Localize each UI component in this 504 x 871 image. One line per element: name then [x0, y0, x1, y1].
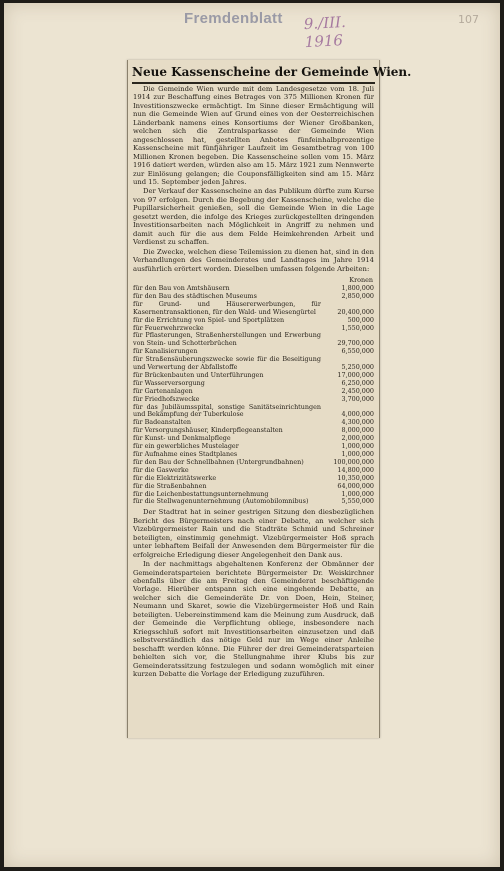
table-row-amount: 2,450,000 — [341, 386, 374, 395]
article-paragraph: Die Zwecke, welchen diese Teilemission zu dienen hat, sind in den Verhandlungen des Gemeinderates und Landtages im Jahre 1914 ausführlich erörtert worden. Dieselben umfassen folgende Arbeiten: — [133, 247, 374, 273]
table-row-amount: 1,000,000 — [341, 442, 374, 451]
paragraphs-before-table — [133, 85, 374, 273]
table-row-label: für Pflasterungen, Straßenherstellungen und Erwerbung von Stein- und Schotterbrüchen — [133, 331, 321, 348]
table-row-amount: 6,250,000 — [341, 378, 374, 387]
article-paragraph: Der Verkauf der Kassenscheine an das Publikum dürfte zum Kurse von 97 erfolgen. Durch die Begebung der Kassenscheine, welche die Pupillarsicherheit genießen, soll die Gemeinde Wien in die Lage gesetzt werden, die infolge des Krieges zurückgestellten dringenden Investitionsarbeiten nach Möglichkeit in Angriff zu nehmen und damit auch für die aus dem Felde Heimkehrenden Arbeit und Verdienst zu schaffen. — [133, 187, 374, 247]
table-row-amount: 29,700,000 — [337, 339, 374, 348]
table-row-amount: 1,800,000 — [341, 283, 374, 292]
table-row-label: für die Errichtung von Spiel- und Sportplätzen — [133, 315, 285, 324]
table-row-amount: 3,700,000 — [341, 394, 374, 403]
table-row-label: für den Bau der Schnellbahnen (Untergrundbahnen) — [133, 457, 304, 466]
article-headline: Neue Kassenscheine der Gemeinde Wien. — [132, 63, 375, 84]
table-row — [133, 498, 374, 506]
table-row-label: für Wasserversorgung — [133, 378, 205, 387]
table-row-label: für die Straßenbahnen — [133, 481, 207, 490]
table-row-label: für das Jubiläumsspital, sonstige Sanitätseinrichtungen und Bekämpfung der Tuberkulose — [133, 402, 321, 419]
article-body — [128, 85, 379, 678]
table-row-amount: 1,550,000 — [341, 323, 374, 332]
table-row-amount: 4,300,000 — [341, 418, 374, 427]
table-row-amount: 1,000,000 — [341, 450, 374, 458]
table-row-amount: 20,400,000 — [337, 307, 374, 316]
table-row-label: für den Bau von Amtshäusern — [133, 283, 230, 292]
table-row-amount: 2,000,000 — [341, 434, 374, 443]
table-row-amount: 6,550,000 — [341, 347, 374, 356]
table-row-amount: 1,000,000 — [341, 489, 374, 498]
table-row-label: für Gartenanlagen — [133, 386, 193, 395]
table-row-label: für Badeanstalten — [133, 418, 192, 427]
table-row-amount: 5,550,000 — [341, 497, 374, 506]
table-row-label: für Aufnahme eines Stadtplanes — [133, 450, 238, 458]
cost-table — [133, 275, 374, 506]
table-row-label: für Grund- und Häusererwerbungen, für Kasernentransaktionen, für den Wald- und Wiesengürtel — [133, 299, 321, 316]
table-header-kronen: Kronen — [349, 275, 373, 284]
table-row-label: für die Stellwagenunternehmung (Automobilomnibus) — [133, 497, 309, 506]
table-row-amount: 64,000,000 — [337, 481, 374, 490]
table-row-label: für die Elektrizitätswerke — [133, 473, 217, 482]
table-row-label: für Versorgungshäuser, Kinderpflegeanstalten — [133, 426, 283, 435]
table-row-label: für Brückenbauten und Unterführungen — [133, 370, 264, 379]
table-row — [133, 356, 374, 372]
table-row-amount: 500,000 — [347, 315, 374, 324]
table-row-amount: 2,850,000 — [341, 291, 374, 300]
table-row-label: für Feuerwehrzwecke — [133, 323, 204, 332]
table-row-label: für Straßensäuberungszwecke sowie für die Beseitigung und Verwertung der Abfallstoffe — [133, 355, 321, 372]
pencil-note: 107 — [458, 13, 479, 26]
table-row-label: für die Leichenbestattungsunternehmung — [133, 489, 269, 498]
masthead-stamp: Fremdenblatt — [184, 10, 283, 27]
handwritten-date: 9./III. 1916 — [303, 12, 347, 52]
table-row-amount: 100,000,000 — [333, 457, 374, 466]
table-row — [133, 332, 374, 348]
table-row-label: für ein gewerbliches Mustelager — [133, 442, 239, 451]
paragraphs-after-table — [133, 508, 374, 678]
article-paragraph: Die Gemeinde Wien wurde mit dem Landesgesetze vom 18. Juli 1914 zur Beschaffung eines Betrages von 375 Millionen Kronen für Investitionszwecke ermächtigt. Im Sinne dieser Ermächtigung will nun die Gemeinde Wien auf Grund eines von der Oesterreichischen Länderbank namens eines Konsortiums der Wiener Großbanken, welchen sich die Zentralsparkasse der Gemeinde Wien angeschlossen hat, gestellten Anbotes fünfeinhalbprozentige Kassenscheine mit fünfjähriger Laufzeit im Gesamtbetrag von 100 Millionen Kronen begeben. Die Kassenscheine sollen vom 15. März 1916 datiert werden, würden also am 15. März 1921 zum Nennwerte zur Einlösung gelangen; die Couponsfälligkeiten sind am 15. März und 15. September jeden Jahres. — [133, 85, 374, 186]
archive-sheet — [4, 3, 500, 867]
table-row-label: für Friedhofszwecke — [133, 394, 200, 403]
table-row-label: für den Bau des städtischen Museums — [133, 291, 257, 300]
table-row-label: für Kunst- und Denkmalpflege — [133, 434, 231, 443]
article-paragraph: In der nachmittags abgehaltenen Konferenz der Obmänner der Gemeinderatsparteien berichtete Bürgermeister Dr. Weiskirchner ebenfalls über die am Freitag den Gemeinderat beschäftigende Vorlage. Hierüber entspann sich eine eingehende Debatte, an welcher sich die Gemeinderäte Dr. von Doen, Hein, Steiner, Neumann und Skaret, sowie die Vizebürgermeister Hoß und Rain beteiligten. Uebereinstimmend kam die Meinung zum Ausdruck, daß der Gemeinde die Verpflichtung obliege, insbesondere nach Kriegsschluß sofort mit Investitionsarbeiten einzusetzen und daß selbstverständlich das nötige Geld nur im Wege einer Anleihe beschafft werden könne. Die Führer der drei Gemeinderatsparteien behielten sich vor, die Stellungnahme ihrer Klubs bis zur Gemeinderatssitzung festzulegen und sodann womöglich mit einer kurzen Debatte die Vorlage der Erledigung zuzuführen. — [133, 560, 374, 678]
table-row — [133, 404, 374, 420]
table-row-amount: 4,000,000 — [341, 410, 374, 419]
article-paragraph: Der Stadtrat hat in seiner gestrigen Sitzung den diesbezüglichen Bericht des Bürgermeisters nach einer Debatte, an welcher sich Vizebürgermeister Rain und die Stadträte Schmid und Schreiner beteiligten, einstimmig genehmigt. Vizebürgermeister Hoß sprach unter lebhaftem Beifall der Anwesenden dem Bürgermeister für die erfolgreiche Erledigung dieser Angelegenheit den Dank aus. — [133, 508, 374, 559]
table-row-amount: 10,350,000 — [337, 473, 374, 482]
table-row-amount: 8,000,000 — [341, 426, 374, 435]
table-row-label: für Kanalisierungen — [133, 347, 198, 356]
table-row-amount: 17,000,000 — [337, 370, 374, 379]
newspaper-clipping — [127, 60, 412, 738]
table-row-amount: 14,800,000 — [337, 465, 374, 474]
table-row-label: für die Gaswerke — [133, 465, 189, 474]
table-row-amount: 5,250,000 — [341, 363, 374, 372]
table-row — [133, 301, 374, 317]
